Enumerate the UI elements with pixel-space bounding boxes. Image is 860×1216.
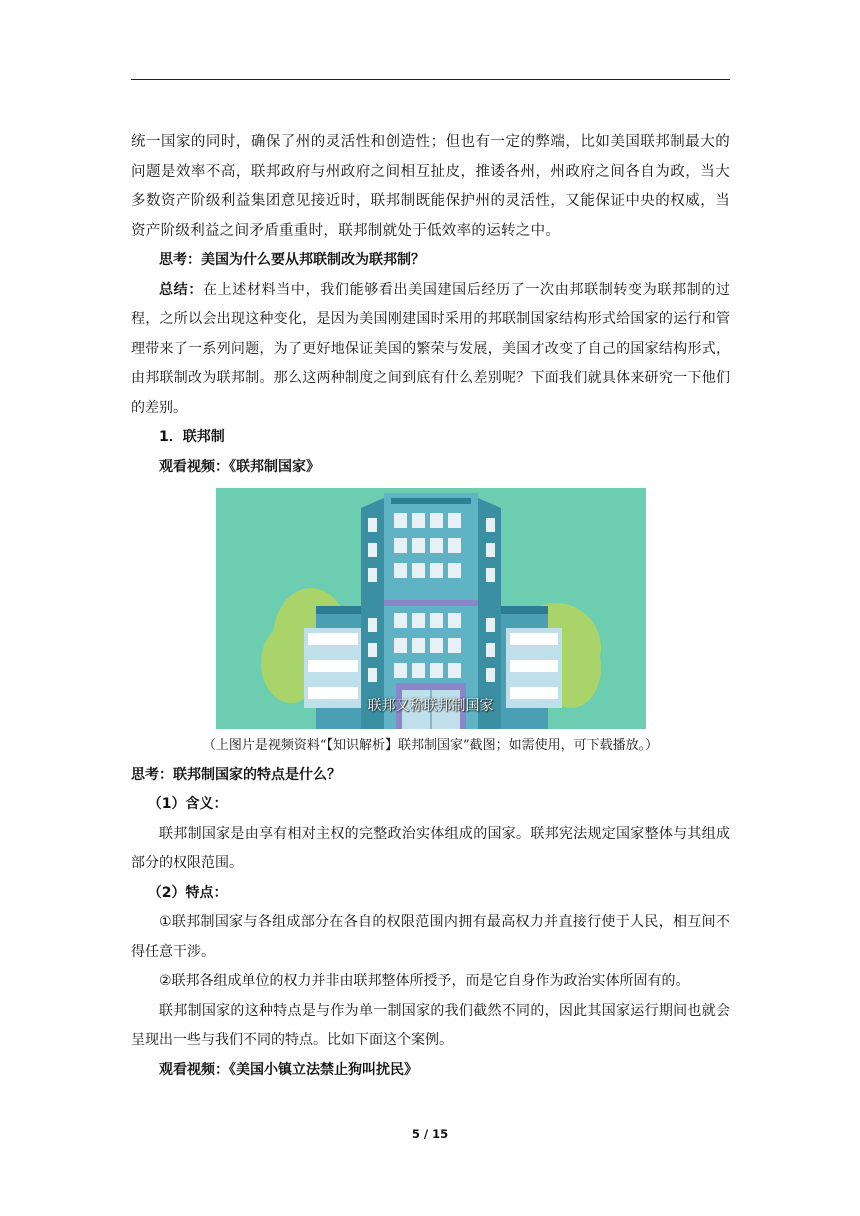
think-question-1: 思考：美国为什么要从邦联制改为联邦制？: [159, 252, 425, 268]
summary-paragraph: [131, 276, 730, 424]
document-body: [131, 128, 730, 1085]
header-rule: [131, 79, 730, 80]
feature-item-2: ②联邦各组成单位的权力并非由联邦整体所授予，而是它自身作为政治实体所固有的。: [159, 973, 690, 989]
feature-label: （2）特点：: [147, 884, 228, 901]
section-heading-federal: 1．联邦制: [159, 429, 225, 445]
summary-text: 在上述材料当中，我们能够看出美国建国后经历了一次由邦联制转变为联邦制的过程，之所以会出现这种变化，是因为美国刚建国时采用的邦联制国家结构形式给国家的运行和管理带来了一系列问题，为了更好地保证美国的繁荣与发展，美国才改变了自己的国家结构形式，由邦联制改为联邦制。那么这两种制度之间到底有什么差别呢？下面我们就具体来研究一下他们的差别。: [131, 281, 731, 416]
page-number: 5 / 15: [411, 1127, 449, 1141]
conclusion-paragraph: 联邦制国家的这种特点是与作为单一制国家的我们截然不同的，因此其国家运行期间也就会呈现出一些与我们不同的特点。比如下面这个案例。: [131, 1002, 730, 1048]
video-title-1: 观看视频：《联邦制国家》: [159, 458, 320, 475]
feature-item-1: ①联邦制国家与各组成部分在各自的权限范围内拥有最高权力并直接行使于人民，相互间不得任意干涉。: [131, 914, 730, 960]
meaning-text: 联邦制国家是由享有相对主权的完整政治实体组成的国家。联邦宪法规定国家整体与其组成部分的权限范围。: [131, 825, 730, 871]
video-subtitle: 联邦又称联邦制国家: [367, 697, 494, 714]
meaning-label: （1）含义：: [147, 796, 228, 812]
think-question-2: 思考：联邦制国家的特点是什么？: [131, 766, 341, 783]
video-title-2: 观看视频：《美国小镇立法禁止狗叫扰民》: [159, 1061, 418, 1078]
video-screenshot: [216, 488, 646, 729]
intro-paragraph: 统一国家的同时，确保了州的灵活性和创造性；但也有一定的弊端，比如美国联邦制最大的问题是效率不高，联邦政府与州政府之间相互扯皮，推诿各州，州政府之间各自为政，当大多数资产阶级利益集团意见接近时，联邦制既能保护州的灵活性，又能保证中央的权威，当资产阶级利益之间矛盾重重时，联邦制就处于低效率的运转之中。: [131, 134, 730, 239]
figure-caption: （上图片是视频资料“【知识解析】联邦制国家”截图；如需使用，可下载播放。）: [202, 738, 659, 753]
summary-label: 总结：: [159, 281, 203, 298]
